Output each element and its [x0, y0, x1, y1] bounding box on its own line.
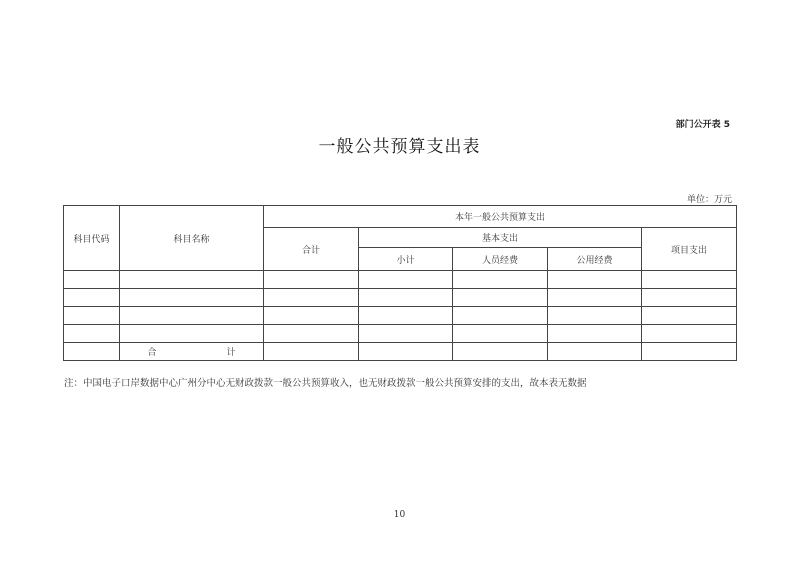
header-group: 本年一般公共预算支出 — [264, 206, 737, 228]
page-number: 10 — [393, 510, 406, 520]
header-name: 科目名称 — [120, 206, 264, 271]
header-code: 科目代码 — [64, 206, 120, 271]
header-personnel: 人员经费 — [453, 248, 548, 271]
table-row — [64, 307, 737, 325]
header-public: 公用经费 — [548, 248, 642, 271]
page-title: 一般公共预算支出表 — [318, 137, 481, 157]
header-basic: 基本支出 — [359, 228, 642, 248]
total-row — [64, 343, 737, 361]
budget-table — [63, 205, 737, 361]
header-project: 项目支出 — [642, 228, 737, 271]
table-tag: 部门公开表 5 — [675, 120, 730, 130]
header-total: 合计 — [264, 228, 359, 271]
footnote: 注：中国电子口岸数据中心广州分中心无财政拨款一般公共预算收入，也无财政拨款一般公共预算安排的支出，故本表无数据 — [64, 378, 587, 389]
total-label — [120, 343, 264, 361]
unit-label: 单位：万元 — [686, 195, 732, 205]
total-label-right: 计 — [226, 348, 236, 358]
header-subtotal: 小计 — [359, 248, 453, 271]
table-row — [64, 271, 737, 289]
total-label-left: 合 — [147, 348, 157, 358]
table-row — [64, 289, 737, 307]
table-row — [64, 325, 737, 343]
